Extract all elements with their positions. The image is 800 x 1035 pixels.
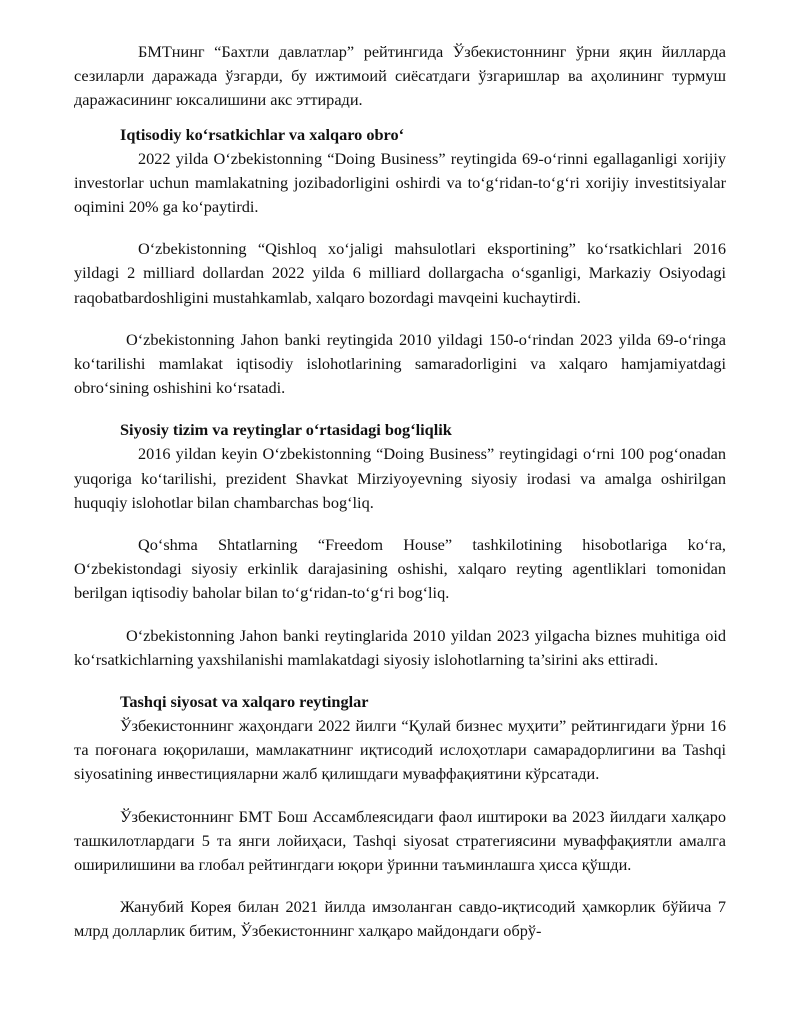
section-heading-politics: Siyosiy tizim va reytinglar o‘rtasidagi bog‘liqlik [120,420,452,440]
paragraph: 2022 yilda O‘zbekistonning “Doing Business” reytingida 69-o‘rinni egallaganligi xorijiy investorlar uchun mamlakatning jozibadorligini oshirdi va to‘g‘ridan-to‘g‘ri xorijiy investitsiyalar oqimini 20% ga ko‘paytirdi. [74,148,726,217]
paragraph: O‘zbekistonning Jahon banki reytinglarida 2010 yildan 2023 yilgacha biznes muhitiga oid ko‘rsatkichlarning yaxshilanishi mamlakatdagi siyosiy islohotlarning ta’sirini aks ettiradi. [74,625,726,669]
intro-paragraph: БМТнинг “Бахтли давлатлар” рейтингида Ўзбекистоннинг ўрни яқин йилларда сезиларли даражада ўзгарди, бу ижтимоий сиёсатдаги ўзгаришлар ва аҳолининг турмуш даражасининг юксалишини акс эттиради. [74,42,726,110]
section-heading-foreign-policy: Tashqi siyosat va xalqaro reytinglar [120,692,369,712]
paragraph: Qo‘shma Shtatlarning “Freedom House” tashkilotining hisobotlariga ko‘ra, O‘zbekistondagi siyosiy erkinlik darajasining oshishi, xalqaro reyting agentliklari tomonidan berilgan iqtisodiy baholar bilan to‘g‘ridan-to‘g‘ri bog‘liq. [74,535,726,603]
paragraph: Ўзбекистоннинг жаҳондаги 2022 йилги “Қулай бизнес муҳити” рейтингидаги ўрни 16 та поғонага юқорилаши, мамлакатнинг иқтисодий ислоҳотлари самарадорлигини ва Tashqi siyosatining инвестицияларни жалб қилишдаги муваффақиятини кўрсатади. [74,716,726,784]
paragraph: O‘zbekistonning Jahon banki reytingida 2010 yildagi 150-o‘rindan 2023 yilda 69-o‘ringa ko‘tarilishi mamlakat iqtisodiy islohotlarining samaradorligini va xalqaro hamjamiyatdagi obro‘sining oshishini ko‘rsatadi. [74,329,726,398]
document-page [74,40,726,944]
paragraph: Жанубий Корея билан 2021 йилда имзоланган савдо-иқтисодий ҳамкорлик бўйича 7 млрд долларлик битим, Ўзбекистоннинг халқаро майдондаги обрў- [74,897,726,941]
paragraph: 2016 yildan keyin O‘zbekistonning “Doing Business” reytingidagi o‘rni 100 pog‘onadan yuqoriga ko‘tarilishi, prezident Shavkat Mirziyoyevning siyosiy irodasi va amalga oshirilgan huquqiy islohotlar bilan chambarchas bog‘liq. [74,444,726,512]
paragraph: O‘zbekistonning “Qishloq xo‘jaligi mahsulotlari eksportining” ko‘rsatkichlari 2016 yildagi 2 milliard dollardan 2022 yilda 6 milliard dollargacha o‘sganligi, Markaziy Osiyodagi raqobatbardoshligini mustahkamlab, xalqaro bozordagi mavqeini kuchaytirdi. [74,239,726,307]
section-heading-economy: Iqtisodiy ko‘rsatkichlar va xalqaro obro‘ [120,124,405,144]
paragraph: Ўзбекистоннинг БМТ Бош Ассамблеясидаги фаол иштироки ва 2023 йилдаги халқаро ташкилотлардаги 5 та янги лойиҳаси, Tashqi siyosat стратегиясини муваффақиятли амалга оширилишини ва глобал рейтингдаги юқори ўринни таъминлашга ҳисса қўшди. [74,806,726,875]
